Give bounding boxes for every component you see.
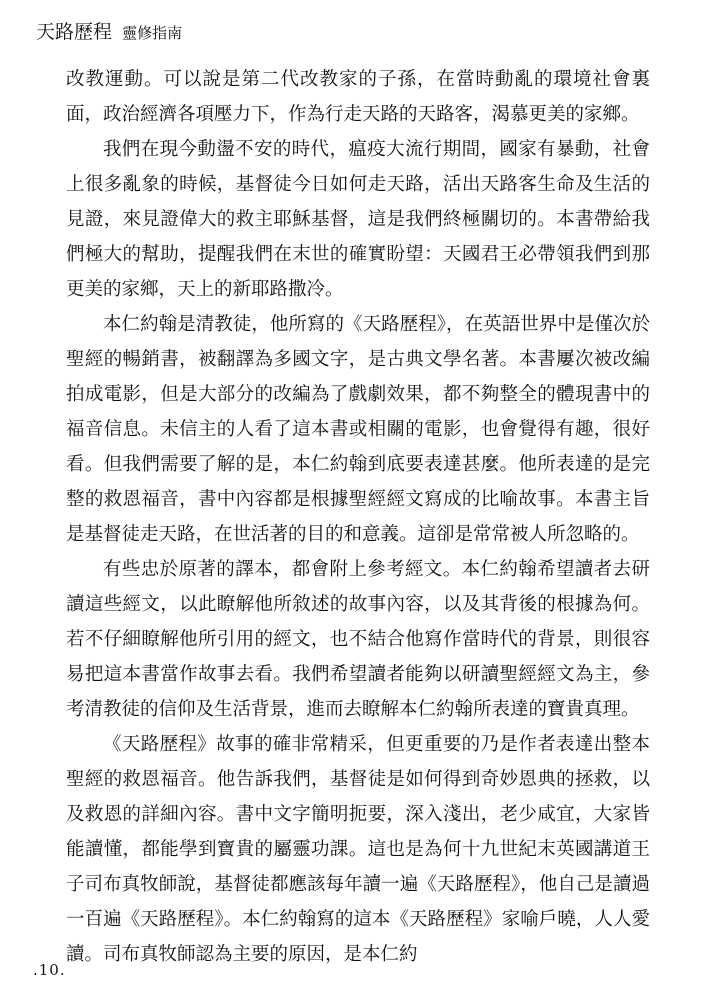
page-body	[66, 62, 650, 972]
page-number: .10.	[33, 961, 66, 979]
book-subtitle: 靈修指南	[122, 24, 183, 42]
paragraph-continued: 改教運動。可以說是第二代改教家的子孫，在當時動亂的環境社會裏面，政治經濟各項壓力下，作為行走天路的天路客，渴慕更美的家鄉。	[66, 69, 650, 125]
paragraph: 《天路歷程》故事的確非常精采，但更重要的乃是作者表達出整本聖經的救恩福音。他告訴我們，基督徒是如何得到奇妙恩典的拯救，以及救恩的詳細內容。書中文字簡明扼要，深入淺出，老少咸宜，大家皆能讀懂，都能學到寶貴的屬靈功課。這也是為何十九世紀末英國講道王子司布真牧師說，基督徒都應該每年讀一遍《天路歷程》，他自己是讀過一百遍《天路歷程》。本仁約翰寫的這本《天路歷程》家喻戶曉，人人愛讀。司布真牧師認為主要的原因，是本仁約	[66, 734, 650, 965]
book-title: 天路歷程	[36, 21, 113, 43]
running-header	[36, 20, 182, 45]
paragraph: 有些忠於原著的譯本，都會附上參考經文。本仁約翰希望讀者去研讀這些經文，以此瞭解他所敘述的故事內容，以及其背後的根據為何。若不仔細瞭解他所引用的經文，也不結合他寫作當時代的背景，則很容易把這本書當作故事去看。我們希望讀者能夠以研讀聖經經文為主，參考清教徒的信仰及生活背景，進而去瞭解本仁約翰所表達的寶貴真理。	[66, 559, 650, 720]
paragraph: 我們在現今動盪不安的時代，瘟疫大流行期間，國家有暴動，社會上很多亂象的時候，基督徒今日如何走天路，活出天路客生命及生活的見證，來見證偉大的救主耶穌基督，這是我們終極關切的。本書帶給我們極大的幫助，提醒我們在末世的確實盼望：天國君王必帶領我們到那更美的家鄉，天上的新耶路撒冷。	[66, 139, 650, 300]
paragraph: 本仁約翰是清教徒，他所寫的《天路歷程》，在英語世界中是僅次於聖經的暢銷書，被翻譯為多國文字，是古典文學名著。本書屢次被改編拍成電影，但是大部分的改編為了戲劇效果，都不夠整全的體現書中的福音信息。未信主的人看了這本書或相關的電影，也會覺得有趣，很好看。但我們需要了解的是，本仁約翰到底要表達甚麼。他所表達的是完整的救恩福音，書中內容都是根據聖經經文寫成的比喻故事。本書主旨是基督徒走天路，在世活著的目的和意義。這卻是常常被人所忽略的。	[66, 314, 650, 545]
